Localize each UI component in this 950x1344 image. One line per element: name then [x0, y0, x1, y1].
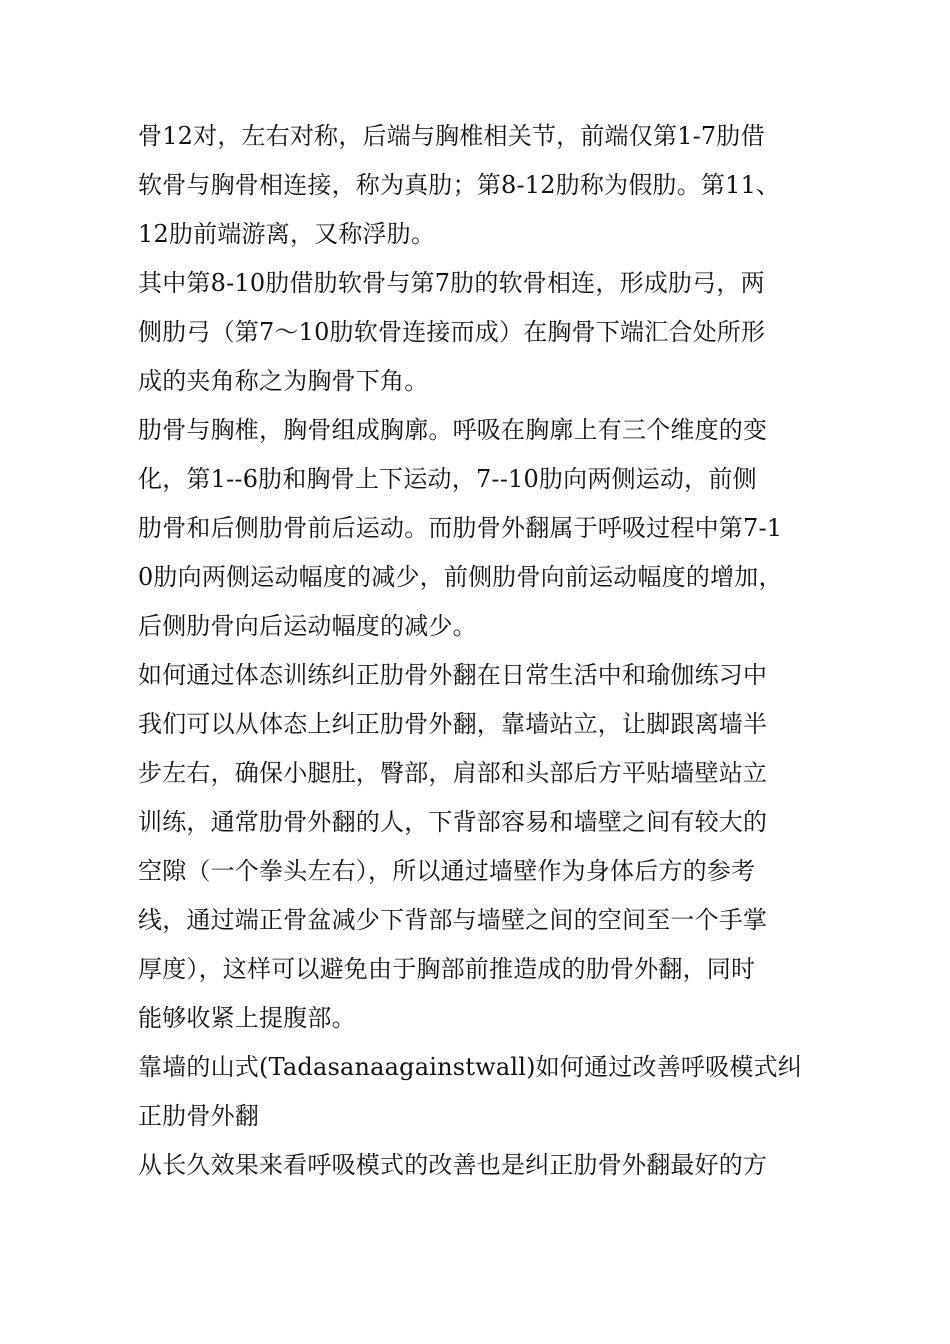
text-line: 空隙（一个拳头左右），所以通过墙壁作为身体后方的参考	[138, 857, 756, 885]
text-line: 0肋向两侧运动幅度的减少，前侧肋骨向前运动幅度的增加，	[138, 563, 783, 591]
text-line: 我们可以从体态上纠正肋骨外翻，靠墙站立，让脚跟离墙半	[138, 710, 768, 738]
text-line: 步左右，确保小腿肚，臀部，肩部和头部后方平贴墙壁站立	[138, 759, 768, 787]
text-line: 厚度），这样可以避免由于胸部前推造成的肋骨外翻，同时	[138, 955, 756, 983]
text-line: 其中第8-10肋借肋软骨与第7肋的软骨相连，形成肋弓，两	[138, 269, 765, 297]
text-line: 靠墙的山式(Tadasanaagainstwall)如何通过改善呼吸模式纠	[138, 1053, 802, 1081]
text-line: 肋骨和后侧肋骨前后运动。而肋骨外翻属于呼吸过程中第7-1	[138, 514, 783, 542]
text-line: 化，第1--6肋和胸骨上下运动，7--10肋向两侧运动，前侧	[138, 465, 757, 493]
text-line: 肋骨与胸椎，胸骨组成胸廓。呼吸在胸廓上有三个维度的变	[138, 416, 768, 444]
text-line: 骨12对，左右对称，后端与胸椎相关节，前端仅第1-7肋借	[138, 122, 765, 150]
text-line: 软骨与胸骨相连接，称为真肋；第8-12肋称为假肋。第11、	[138, 171, 781, 199]
text-line: 正肋骨外翻	[138, 1102, 259, 1130]
text-line: 能够收紧上提腹部。	[138, 1004, 356, 1032]
document-body	[138, 112, 818, 1190]
text-line: 12肋前端游离，又称浮肋。	[138, 220, 436, 248]
text-line: 如何通过体态训练纠正肋骨外翻在日常生活中和瑜伽练习中	[138, 661, 768, 689]
text-line: 线，通过端正骨盆减少下背部与墙壁之间的空间至一个手掌	[138, 906, 768, 934]
text-line: 成的夹角称之为胸骨下角。	[138, 367, 429, 395]
text-line: 从长久效果来看呼吸模式的改善也是纠正肋骨外翻最好的方	[138, 1151, 768, 1179]
text-line: 侧肋弓（第7〜10肋软骨连接而成）在胸骨下端汇合处所形	[138, 318, 766, 346]
text-line: 训练，通常肋骨外翻的人，下背部容易和墙壁之间有较大的	[138, 808, 768, 836]
text-line: 后侧肋骨向后运动幅度的减少。	[138, 612, 477, 640]
